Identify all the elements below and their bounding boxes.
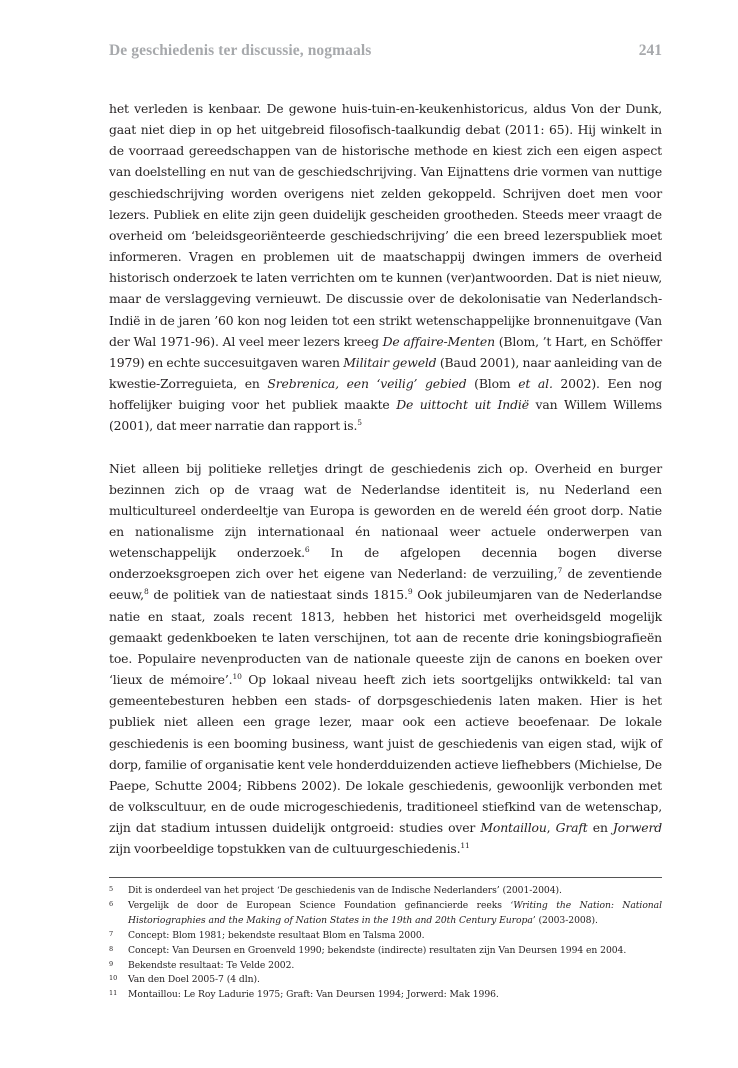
footnote-ref[interactable]: 9 — [407, 587, 413, 597]
text-run: Niet alleen bij politieke relletjes dringt de geschiedenis zich op. Overheid en burger bezinnen zich op de vraag wat de Nederlandse identiteit is, nu Nederland een multicultureel onderdeeltje van Europa is geworden en de wereld één groot dorp. Natie en nationalisme zijn internationaal én nationaal weer actuele onderwerpen van wetenschappelijk onderzoek. — [109, 460, 662, 561]
running-title: De geschiedenis ter discussie, nogmaals — [109, 42, 372, 59]
text-run: In de afgelopen decennia bogen diverse onderzoeksgroepen zich over het eigene van Nederland: de verzuiling, — [109, 545, 662, 582]
running-header — [109, 42, 662, 62]
text-run: 2002). Een nog hoffelijker buiging voor het publiek maakte — [109, 376, 662, 413]
footnote-number: 6 — [109, 899, 114, 908]
text-run: zijn voorbeeldige topstukken van de cultuurgeschiedenis. — [109, 841, 461, 857]
body-text — [109, 98, 662, 859]
text-run: Ook jubileumjaren van de Nederlandse natie en staat, zoals recent 1813, hebben het historici met overheidsgeld mogelijk gemaakt gedenkboeken te laten verschijnen, tot aan de recente drie koningsbiografieën toe. Populaire nevenproducten van de nationale queeste zijn de canons en boeken over ‘lieux de mémoire’. — [109, 587, 662, 688]
text-run: het verleden is kenbaar. De gewone huis-tuin-en-keukenhistoricus, aldus Von der Dunk, gaat niet diep in op het uitgebreid filosofisch-taalkundig debat (2011: 65). Hij winkelt in de voorraad gereedschappen van de historische methode en kiest zich een eigen aspect van doelstelling en nut van de geschiedschrijving. Van Eijnattens drie vormen van nuttige geschiedschrijving worden overigens niet zelden gekoppeld. Schrijven doet men voor lezers. Publiek en elite zijn geen duidelijk gescheiden grootheden. Steeds meer vraagt de overheid om ‘beleidsgeoriënteerde geschiedschrijving’ die een breed lezerspubliek moet informeren. Vragen en problemen uit de maatschappij dwingen immers de overheid historisch onderzoek te laten verrichten om te kunnen (ver)antwoorden. Dat is niet nieuw, maar de verslaggeving vernieuwt. De discussie over de dekolonisatie van Nederlandsch-Indië in de jaren ’60 kon nog leiden tot een strikt wetenschappelijke bronnenuitgave (Van der Wal 1971-96). Al veel meer lezers kreeg — [109, 101, 662, 349]
text-run: de politiek van de natiestaat sinds 1815. — [148, 587, 408, 603]
text-run: (Blom, ’t Hart, en Schöffer 1979) en echte succesuitgaven waren — [109, 333, 662, 370]
footnote-number: 11 — [109, 989, 118, 998]
footnote-text: Bekendste resultaat: Te Velde 2002. — [128, 959, 295, 971]
footnote-ref[interactable]: 5 — [357, 418, 362, 428]
footnote-text: Concept: Van Deursen en Groenveld 1990; bekendste (indirecte) resultaten zijn Van Deursen 1994 en 2004. — [128, 944, 627, 956]
italic-title: Graft — [555, 820, 588, 836]
paragraph-1 — [109, 98, 662, 437]
footnote-text: Dit is onderdeel van het project ‘De geschiedenis van de Indische Nederlanders’ (2001-2004). — [128, 885, 562, 896]
italic-title: De uittocht uit Indië — [396, 397, 529, 413]
page-number: 241 — [638, 42, 662, 59]
footnote-text: Concept: Blom 1981; bekendste resultaat Blom en Talsma 2000. — [128, 929, 425, 941]
footnote-number: 5 — [109, 885, 114, 893]
footnote-10 — [109, 973, 662, 988]
footnote-ref[interactable]: 11 — [460, 841, 470, 851]
footnote-ref[interactable]: 8 — [143, 587, 149, 597]
footnote-8 — [109, 944, 662, 959]
italic-title: Jorwerd — [612, 820, 663, 836]
footnote-number: 10 — [109, 974, 118, 983]
text-run: (Blom — [466, 376, 519, 392]
italic-title: De affaire-Menten — [382, 333, 495, 349]
footnote-text: ’ (2003-2008). — [532, 914, 598, 926]
footnote-italic-title: Writing the Nation: National Historiographies and the Making of Nation States in the 19th and 20th Century Europa — [128, 899, 662, 926]
footnote-6 — [109, 899, 662, 929]
footnote-5 — [109, 884, 662, 899]
footnote-ref[interactable]: 7 — [557, 566, 563, 576]
footnote-text: Vergelijk de door de European Science Foundation gefinancierde reeks ‘ — [128, 899, 514, 911]
footnote-text: Montaillou: Le Roy Ladurie 1975; Graft: Van Deursen 1994; Jorwerd: Mak 1996. — [128, 989, 499, 1001]
paragraph-2 — [109, 458, 662, 860]
footnote-ref[interactable]: 6 — [304, 545, 310, 555]
footnote-ref[interactable]: 10 — [232, 672, 242, 682]
footnote-number: 7 — [109, 929, 114, 938]
footnote-text: Van den Doel 2005-7 (4 dln). — [128, 974, 260, 986]
text-run: (Baud 2001), naar aanleiding van de kwestie-Zorreguieta, en — [109, 354, 662, 392]
footnote-9 — [109, 959, 662, 974]
footnote-divider — [109, 877, 662, 878]
footnote-number: 9 — [109, 959, 114, 968]
italic-title: Militair geweld — [343, 354, 437, 370]
italic-title: Montaillou — [480, 820, 547, 836]
footnote-11 — [109, 988, 662, 1003]
footnote-7 — [109, 929, 662, 944]
footnote-number: 8 — [109, 944, 114, 953]
italic-title: Srebrenica, een ‘veilig’ gebied — [267, 376, 467, 392]
text-run: de zeventiende eeuw, — [109, 566, 662, 603]
text-run: Op lokaal niveau heeft zich iets soortgelijks ontwikkeld: tal van gemeentebesturen hebben een stads- of dorpsgeschiedenis laten maken. Hier is het publiek niet alleen een grage lezer, maar ook een actieve beoefenaar. De lokale geschiedenis is een booming business, want juist de geschiedenis van eigen stad, wijk of dorp, familie of organisatie kent vele honderdduizenden actieve liefhebbers (Michielse, De Paepe, Schutte 2004; Ribbens 2002). De lokale geschiedenis, gewoonlijk verbonden met de volkscultuur, en de oude microgeschiedenis, traditioneel stiefkind van de wetenschap, zijn dat stadium intussen duidelijk ontgroeid: studies over — [109, 672, 662, 836]
text-run: van Willem Willems (2001), dat meer narratie dan rapport is. — [109, 397, 663, 434]
text-run: , — [546, 820, 556, 836]
italic-text: et al. — [518, 376, 553, 392]
footnotes — [109, 884, 662, 1003]
text-run: en — [587, 820, 613, 836]
